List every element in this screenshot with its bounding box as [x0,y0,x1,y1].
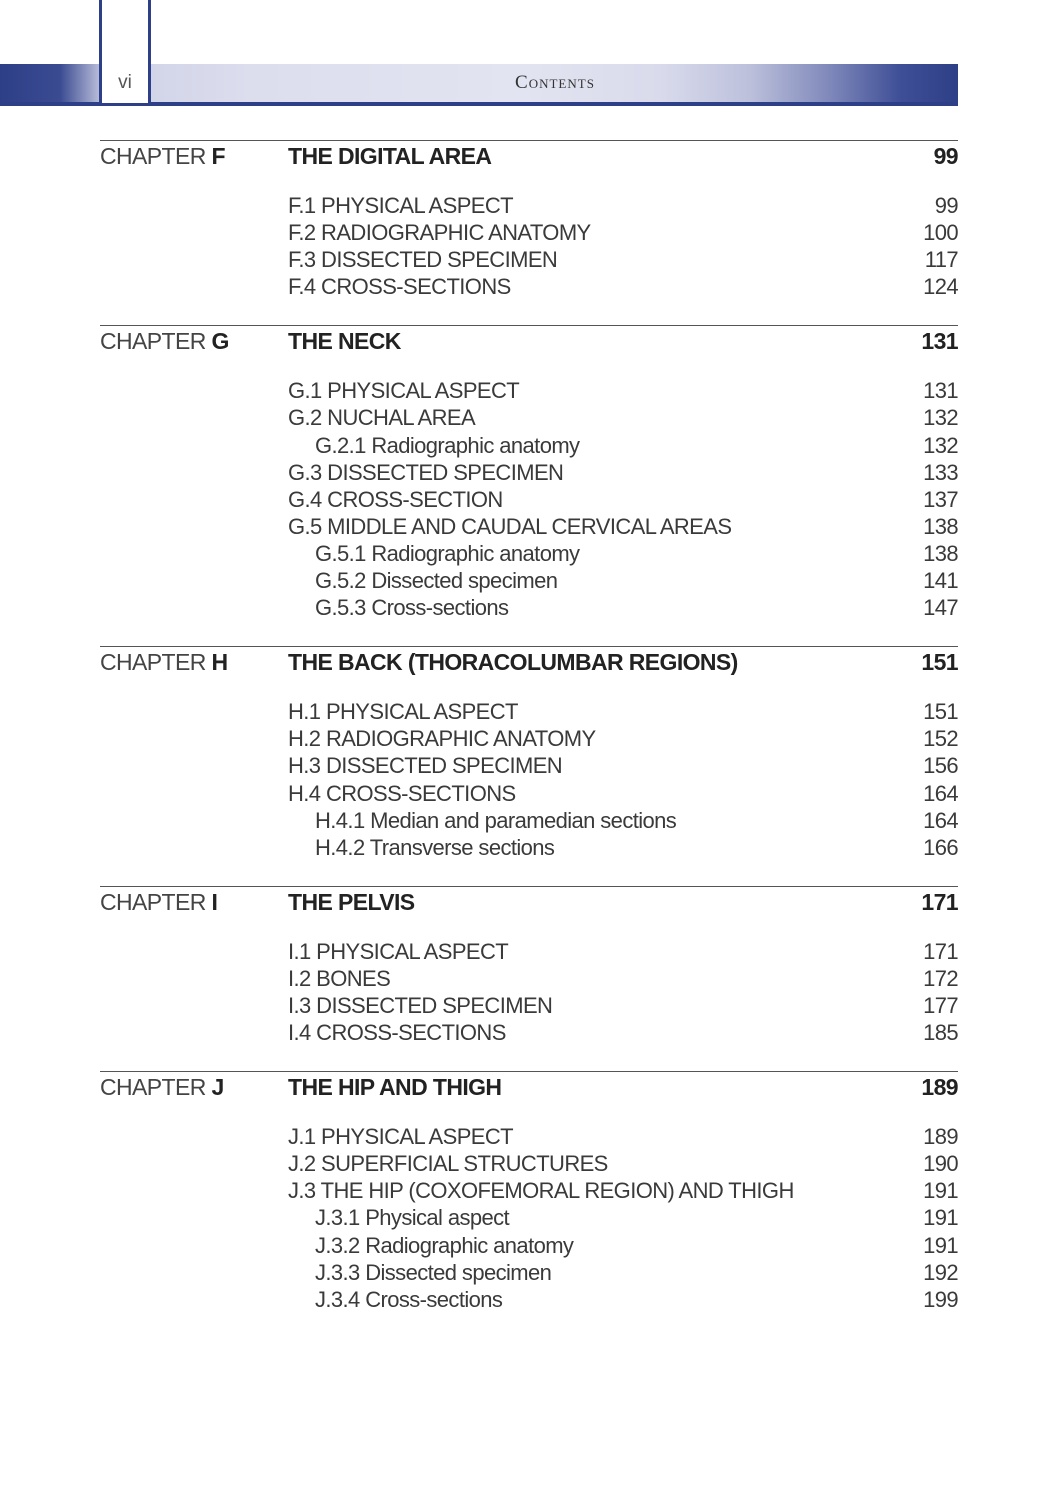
toc-subentry[interactable] [100,568,958,595]
toc-entry-title: J.3.3 Dissected specimen [315,1259,552,1285]
chapter-entries [100,939,958,1047]
toc-entry-title: I.4 CROSS-SECTIONS [288,1020,506,1046]
toc-entry-page: 132 [923,405,958,431]
toc-entry[interactable] [100,193,958,220]
toc-entry[interactable] [100,1151,958,1178]
chapter-heading-row[interactable] [100,326,958,362]
toc-entry-title: J.2 SUPERFICIAL STRUCTURES [288,1151,608,1177]
toc-entry-title: H.3 DISSECTED SPECIMEN [288,753,563,779]
page-tab-right-rule [148,0,151,106]
toc-subentry[interactable] [100,1260,958,1287]
toc-entry-title: F.2 RADIOGRAPHIC ANATOMY [288,220,591,246]
toc-entry-page: 151 [923,699,958,725]
chapter-page-number: 171 [921,888,958,915]
toc-subentry[interactable] [100,541,958,568]
toc-entry-title: G.5 MIDDLE AND CAUDAL CERVICAL AREAS [288,513,732,539]
toc-entry-title: F.3 DISSECTED SPECIMEN [288,247,558,273]
chapter-page-number: 131 [921,328,958,355]
toc-entry-page: 172 [923,965,958,991]
toc-entry-title: H.4.2 Transverse sections [315,834,555,860]
chapter-title: THE NECK [288,328,401,355]
toc-entry-title: H.4 CROSS-SECTIONS [288,780,516,806]
toc-entry[interactable] [100,220,958,247]
chapter-title: THE PELVIS [288,888,415,915]
toc-entry-page: 117 [924,247,958,273]
toc-entry-page: 199 [923,1286,958,1312]
toc-entry-title: G.5.2 Dissected specimen [315,568,558,594]
chapter-entries [100,193,958,301]
toc-entry[interactable] [100,274,958,301]
toc-entry-title: G.2.1 Radiographic anatomy [315,432,580,458]
toc-entry[interactable] [100,1124,958,1151]
toc-entry[interactable] [100,966,958,993]
chapter-heading-row[interactable] [100,887,958,923]
chapter-label-word: CHAPTER [100,1074,206,1101]
chapter-section [100,646,958,886]
toc-entry-page: 137 [923,486,958,512]
toc-subentry[interactable] [100,808,958,835]
toc-entry-title: J.3.4 Cross-sections [315,1286,503,1312]
toc-entry[interactable] [100,405,958,432]
toc-entry-page: 171 [923,938,958,964]
toc-entry-title: G.2 NUCHAL AREA [288,405,476,431]
chapter-label-word: CHAPTER [100,328,206,355]
chapter-page-number: 99 [933,143,958,169]
page-number: vi [118,72,132,93]
toc-entry-page: 164 [923,807,958,833]
toc-entry-title: I.1 PHYSICAL ASPECT [288,938,509,964]
chapter-label [100,649,288,676]
toc-entry-page: 191 [923,1178,958,1204]
toc-entry[interactable] [100,726,958,753]
chapter-letter: F [211,143,225,169]
toc-entry[interactable] [100,993,958,1020]
toc-entry-title: G.3 DISSECTED SPECIMEN [288,459,564,485]
toc-entry-title: H.1 PHYSICAL ASPECT [288,699,518,725]
toc-entry[interactable] [100,1020,958,1047]
chapter-letter: I [211,888,218,915]
chapter-label [100,143,288,170]
toc-entry[interactable] [100,487,958,514]
chapter-page-number: 189 [921,1074,958,1101]
toc-entry-page: 99 [934,193,958,218]
chapter-label-word: CHAPTER [100,649,206,676]
toc-entry-title: F.4 CROSS-SECTIONS [288,274,511,300]
chapter-letter: H [211,649,228,676]
chapter-heading-row[interactable] [100,1072,958,1108]
chapter-entries [100,378,958,622]
running-header-title: Contents [515,72,595,93]
toc-subentry[interactable] [100,595,958,622]
chapter-entries [100,699,958,862]
chapter-label [100,1074,288,1101]
chapter-section [100,140,958,325]
toc-entry-page: 133 [923,459,958,485]
toc-entry-title: J.3 THE HIP (COXOFEMORAL REGION) AND THIGH [288,1178,794,1204]
toc-entry-page: 166 [923,834,958,860]
toc-entry-title: G.4 CROSS-SECTION [288,486,503,512]
toc-entry-page: 138 [923,513,958,539]
toc-subentry[interactable] [100,835,958,862]
toc-entry[interactable] [100,939,958,966]
chapter-label [100,328,288,355]
toc-entry[interactable] [100,514,958,541]
toc-entry-title: J.3.2 Radiographic anatomy [315,1232,574,1258]
toc-entry-title: J.1 PHYSICAL ASPECT [288,1124,513,1150]
toc-entry-page: 191 [923,1205,958,1231]
chapter-label-word: CHAPTER [100,888,206,915]
toc-entry-page: 124 [923,274,958,300]
toc-entry[interactable] [100,247,958,274]
toc-entry[interactable] [100,699,958,726]
chapter-section [100,886,958,1071]
toc-entry-page: 164 [923,780,958,806]
toc-subentry[interactable] [100,1205,958,1232]
toc-entry-title: F.1 PHYSICAL ASPECT [288,193,513,218]
chapter-page-number: 151 [921,649,958,676]
chapter-section [100,1071,958,1338]
toc-entry-page: 177 [923,992,958,1018]
toc-entry-page: 147 [923,595,958,621]
chapter-section [100,325,958,646]
toc-entry-title: G.5.3 Cross-sections [315,595,509,621]
toc-subentry[interactable] [100,433,958,460]
toc-entry-page: 132 [923,432,958,458]
toc-entry-page: 156 [923,753,958,779]
chapter-letter: J [211,1074,224,1101]
chapter-heading-row[interactable] [100,647,958,683]
toc-entry-title: H.4.1 Median and paramedian sections [315,807,677,833]
toc-entry-page: 131 [923,378,958,404]
toc-entry-page: 141 [923,568,958,594]
toc-subentry[interactable] [100,1287,958,1314]
toc-entry[interactable] [100,781,958,808]
toc-entry-title: I.3 DISSECTED SPECIMEN [288,992,553,1018]
toc-entry-page: 192 [923,1259,958,1285]
toc-entry-page: 189 [923,1124,958,1150]
chapter-title: THE BACK (THORACOLUMBAR REGIONS) [288,649,738,676]
toc-entry-page: 152 [923,726,958,752]
toc-entry-title: I.2 BONES [288,965,391,991]
chapter-title: THE DIGITAL AREA [288,143,492,169]
table-of-contents [100,140,958,1338]
chapter-label [100,889,288,916]
toc-entry-page: 185 [923,1020,958,1046]
toc-entry[interactable] [100,460,958,487]
toc-entry[interactable] [100,753,958,780]
toc-entry[interactable] [100,1178,958,1205]
toc-subentry[interactable] [100,1233,958,1260]
toc-entry-page: 100 [923,220,958,246]
chapter-letter: G [211,328,229,355]
toc-entry-page: 138 [923,540,958,566]
toc-entry-page: 191 [923,1232,958,1258]
toc-entry-page: 190 [923,1151,958,1177]
chapter-label-word: CHAPTER [100,143,206,169]
toc-entry-title: G.5.1 Radiographic anatomy [315,540,580,566]
chapter-entries [100,1124,958,1314]
chapter-title: THE HIP AND THIGH [288,1074,502,1101]
toc-entry[interactable] [100,378,958,405]
chapter-heading-row[interactable] [100,141,958,177]
toc-entry-title: H.2 RADIOGRAPHIC ANATOMY [288,726,596,752]
toc-entry-title: G.1 PHYSICAL ASPECT [288,378,520,404]
toc-entry-title: J.3.1 Physical aspect [315,1205,510,1231]
